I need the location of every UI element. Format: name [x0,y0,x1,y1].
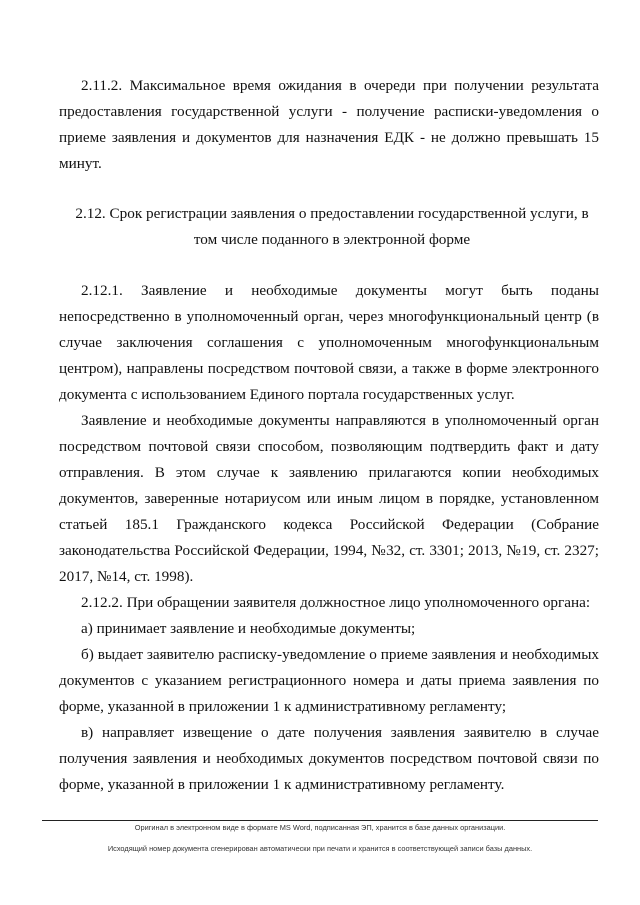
paragraph-2-11-2: 2.11.2. Максимальное время ожидания в очереди при получении результата предоставления государственной услуги - получение расписки-уведомления о приеме заявления и документов для назначения ЕДК - не должно превышать 15 минут. [59,77,599,172]
document-body [59,73,599,798]
footer-note-outgoing-number: Исходящий номер документа сгенерирован автоматически при печати и хранится в соответствующей записи базы данных. [107,844,533,853]
footer-divider [42,820,598,821]
paragraph-2-12-1: 2.12.1. Заявление и необходимые документы могут быть поданы непосредственно в уполномоченный орган, через многофункциональный центр (в случае заключения соглашения с уполномоченным многофункциональным центром), направлены посредством почтовой связи, а также в форме электронного документа с использованием Единого портала государственных услуг. [59,282,599,403]
footer-note-original: Оригинал в электронном виде в формате MS Word, подписанная ЭП, хранится в базе данных организации. [134,823,506,832]
section-heading-2-12: 2.12. Срок регистрации заявления о предоставлении государственной услуги, в том числе поданного в электронной форме [75,205,589,248]
list-item-a: а) принимает заявление и необходимые документы; [81,620,416,637]
list-item-v: в) направляет извещение о дате получения заявления заявителю в случае получения заявления и необходимых документов посредством почтовой связи по форме, указанной в приложении 1 к административному регламенту. [59,724,599,793]
paragraph-2-12-2: 2.12.2. При обращении заявителя должностное лицо уполномоченного органа: [81,594,591,611]
list-item-b: б) выдает заявителю расписку-уведомление о приеме заявления и необходимых документов с указанием регистрационного номера и даты приема заявления по форме, указанной в приложении 1 к административному регламенту; [59,646,599,715]
paragraph-postal-submission: Заявление и необходимые документы направляются в уполномоченный орган посредством почтовой связи способом, позволяющим подтвердить факт и дату отправления. В этом случае к заявлению прилагаются копии необходимых документов, заверенные нотариусом или иным лицом в порядке, установленном статьей 185.1 Гражданского кодекса Российской Федерации (Собрание законодательства Российской Федерации, 1994, №32, ст. 3301; 2013, №19, ст. 2327; 2017, №14, ст. 1998). [59,412,599,585]
